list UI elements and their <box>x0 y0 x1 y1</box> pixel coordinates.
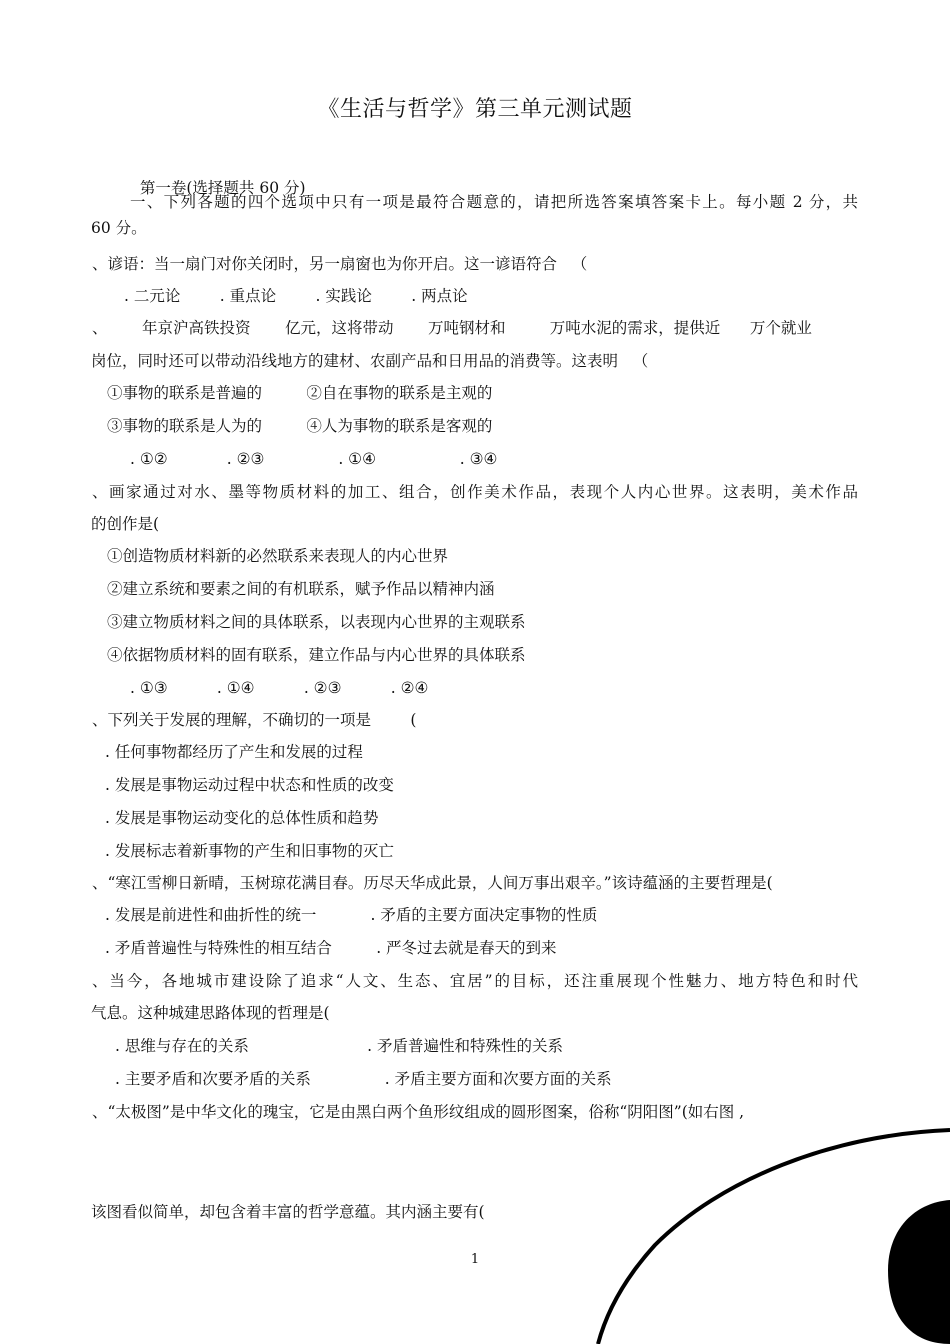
question-3-stem-line-2: 的创作是( <box>91 515 160 533</box>
question-6-options-row-2: . 主要矛盾和次要矛盾的关系 . 矛盾主要方面和次要方面的关系 <box>115 1070 612 1088</box>
question-7-stem-line-1: 、“太极图”是中华文化的瑰宝，它是由黑白两个鱼形纹组成的圆形图案，俗称“阴阳图”(如右图 , <box>92 1103 745 1121</box>
question-3-item-1: ①创造物质材料新的必然联系来表现人的内心世界 <box>107 547 449 565</box>
question-3-item-2: ②建立系统和要素之间的有机联系，赋予作品以精神内涵 <box>107 580 495 598</box>
question-4-option-d: . 发展标志着新事物的产生和旧事物的灭亡 <box>105 842 394 860</box>
question-1-stem: 、谚语：当一扇门对你关闭时，另一扇窗也为你开启。这一谚语符合 （ <box>92 255 588 273</box>
question-6-stem-line-2: 气息。这种城建思路体现的哲理是( <box>91 1004 330 1022</box>
instructions-line-2: 60 分。 <box>91 219 147 237</box>
question-4-option-c: . 发展是事物运动变化的总体性质和趋势 <box>105 809 379 827</box>
question-2-stem-line-1: 、 年京沪高铁投资 亿元，这将带动 万吨钢材和 万吨水泥的需求，提供近 万个就业 <box>92 319 812 337</box>
question-3-item-3: ③建立物质材料之间的具体联系，以表现内心世界的主观联系 <box>107 613 526 631</box>
instructions-line-1: 一、下列各题的四个选项中只有一项是最符合题意的，请把所选答案填答案卡上。每小题 2 分，共 <box>130 193 858 211</box>
question-2-stem-line-2: 岗位，同时还可以带动沿线地方的建材、农副产品和日用品的消费等。这表明 （ <box>91 352 649 370</box>
question-1-options: . 二元论 . 重点论 . 实践论 . 两点论 <box>124 287 468 305</box>
page-title: 《生活与哲学》第三单元测试题 <box>317 97 633 122</box>
question-4-stem: 、下列关于发展的理解，不确切的一项是 ( <box>92 711 417 729</box>
question-6-options-row-1: . 思维与存在的关系 . 矛盾普遍性和特殊性的关系 <box>115 1037 563 1055</box>
question-5-options-row-2: . 矛盾普遍性与特殊性的相互结合 . 严冬过去就是春天的到来 <box>105 939 557 957</box>
question-4-option-a: . 任何事物都经历了产生和发展的过程 <box>105 743 363 761</box>
question-2-item-2: ③事物的联系是人为的 ④人为事物的联系是客观的 <box>107 417 493 435</box>
question-3-options: . ①③ . ①④ . ②③ . ②④ <box>130 679 429 697</box>
page-number: 1 <box>470 1252 480 1267</box>
question-5-stem: 、“寒江雪柳日新晴，玉树琼花满目春。历尽天华成此景，人间万事出艰辛。”该诗蕴涵的主要哲理是( <box>92 874 773 892</box>
taiji-black-dot <box>888 1200 950 1344</box>
section-header: 第一卷(选择题共 60 分) <box>139 179 306 197</box>
question-5-options-row-1: . 发展是前进性和曲折性的统一 . 矛盾的主要方面决定事物的性质 <box>105 906 598 924</box>
question-2-item-1: ①事物的联系是普遍的 ②自在事物的联系是主观的 <box>107 384 493 402</box>
question-2-options: . ①② . ②③ . ①④ . ③④ <box>130 450 498 468</box>
question-3-stem-line-1: 、画家通过对水、墨等物质材料的加工、组合，创作美术作品，表现个人内心世界。这表明，美术作品 <box>92 483 858 501</box>
question-3-item-4: ④依据物质材料的固有联系，建立作品与内心世界的具体联系 <box>107 646 526 664</box>
question-6-stem-line-1: 、当今，各地城市建设除了追求“人文、生态、宜居”的目标，还注重展现个性魅力、地方特色和时代 <box>92 972 858 990</box>
question-4-option-b: . 发展是事物运动过程中状态和性质的改变 <box>105 776 394 794</box>
question-7-stem-line-2: 该图看似简单，却包含着丰富的哲学意蕴。其内涵主要有( <box>91 1203 485 1221</box>
